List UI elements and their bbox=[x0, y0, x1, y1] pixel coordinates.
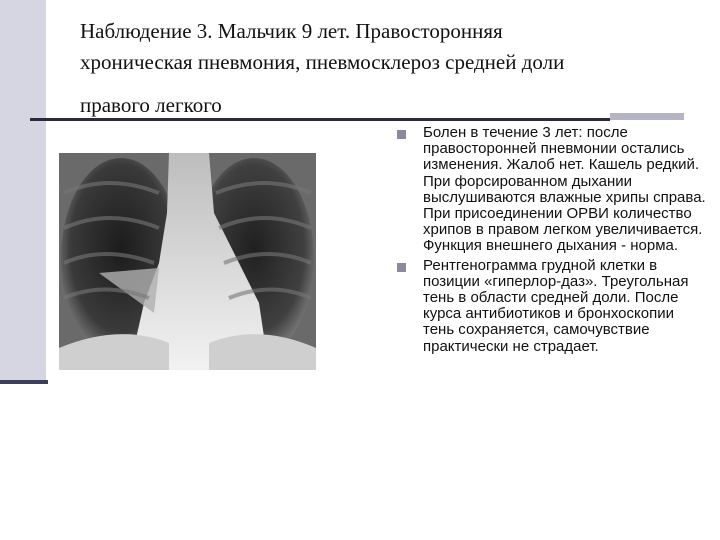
bullet-list bbox=[397, 125, 707, 358]
title-line-2: хроническая пневмония, пневмосклероз средней доли bbox=[80, 50, 565, 74]
decorative-left-bar-edge bbox=[0, 380, 48, 384]
chest-xray-drawing bbox=[59, 153, 316, 370]
title-line-3: правого легкого bbox=[80, 93, 222, 117]
title-line-1: Наблюдение 3. Мальчик 9 лет. Правосторонняя bbox=[80, 19, 503, 43]
chest-xray-image bbox=[59, 153, 316, 370]
bullet-text: Рентгенограмма грудной клетки в позиции «гиперлор-даз». Треугольная тень в области средней доли. После курса антибиотиков и бронхоскопии тень сохраняется, самочувствие практически не страдает. bbox=[423, 256, 689, 355]
title-divider bbox=[30, 118, 610, 121]
decorative-left-bar bbox=[0, 0, 46, 384]
square-bullet-icon bbox=[397, 263, 406, 272]
slide-title bbox=[80, 16, 700, 121]
bullet-item bbox=[397, 125, 707, 255]
title-divider-accent bbox=[610, 113, 684, 120]
square-bullet-icon bbox=[397, 130, 406, 139]
bullet-item bbox=[397, 258, 707, 355]
bullet-text: Болен в течение 3 лет: после правосторонней пневмонии остались изменения. Жалоб нет. Кашель редкий. При форсированном дыхании выслушиваются влажные хрипы справа. При присоединении ОРВИ количество хрипов в правом легком увеличивается. Функция внешнего дыхания - норма. bbox=[423, 124, 706, 255]
